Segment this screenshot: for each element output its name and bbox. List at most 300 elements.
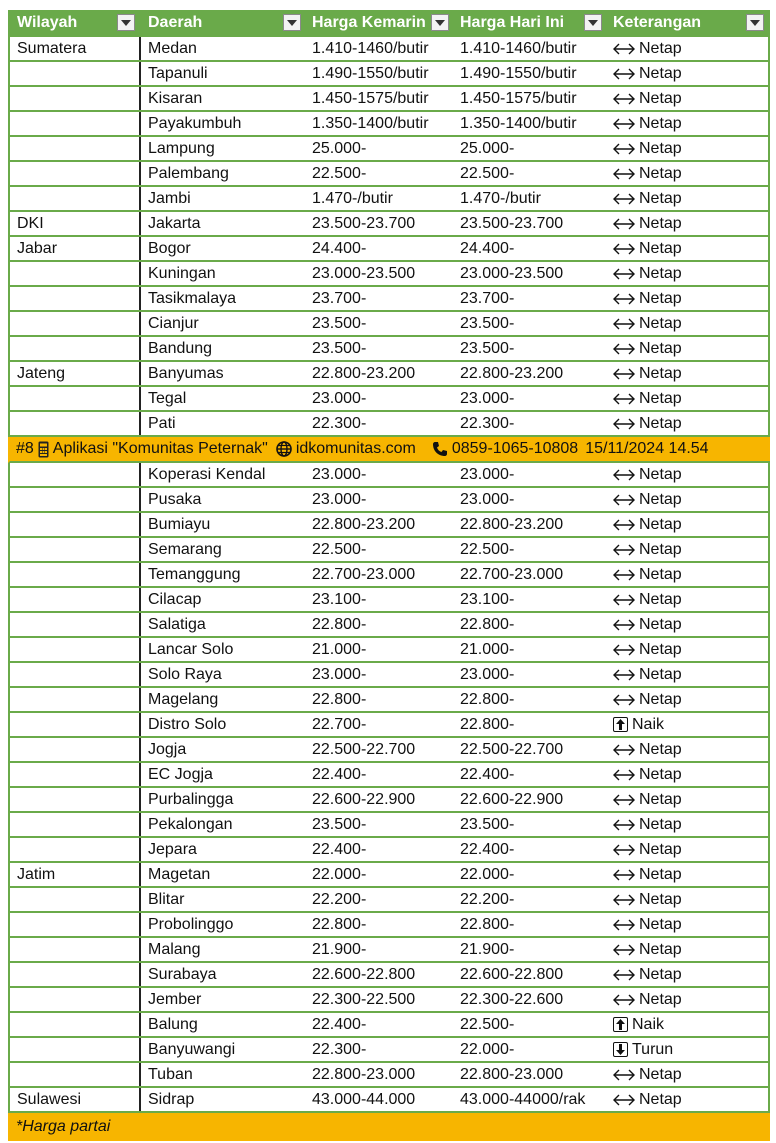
cell-harga-hari-ini[interactable]: 25.000- xyxy=(460,139,515,157)
table-row xyxy=(8,212,770,237)
cell-wilayah[interactable] xyxy=(8,613,139,636)
status-label: Netap xyxy=(639,590,682,608)
cell-harga-hari-ini[interactable]: 22.000- xyxy=(460,1040,515,1058)
cell-keterangan[interactable] xyxy=(606,262,770,285)
left-right-arrow-icon xyxy=(613,669,635,681)
watermark-banner xyxy=(8,437,770,463)
table-row xyxy=(8,613,770,638)
cell-wilayah[interactable] xyxy=(8,287,139,310)
left-right-arrow-icon xyxy=(613,894,635,906)
cell-wilayah[interactable] xyxy=(8,187,139,210)
filter-dropdown-icon[interactable] xyxy=(117,14,135,31)
cell-harga-hari-ini[interactable]: 23.000-23.500 xyxy=(460,264,564,282)
cell-wilayah[interactable]: Sumatera xyxy=(8,37,139,60)
cell-keterangan[interactable] xyxy=(606,137,770,160)
cell-wilayah[interactable] xyxy=(8,988,139,1011)
cell-daerah[interactable]: Cianjur xyxy=(139,312,305,335)
cell-keterangan[interactable] xyxy=(606,613,770,636)
cell-daerah[interactable]: Jepara xyxy=(139,838,305,861)
status-label: Netap xyxy=(639,865,682,883)
cell-keterangan[interactable] xyxy=(606,1063,770,1086)
cell-harga-hari-ini[interactable]: 23.700- xyxy=(460,289,515,307)
table-row xyxy=(8,237,770,262)
cell-keterangan[interactable] xyxy=(606,187,770,210)
cell-wilayah[interactable] xyxy=(8,488,139,511)
cell-harga-hari-ini[interactable]: 22.200- xyxy=(460,890,515,908)
cell-harga-kemarin[interactable]: 22.000- xyxy=(312,865,367,883)
cell-keterangan[interactable] xyxy=(606,463,770,486)
left-right-arrow-icon xyxy=(613,469,635,481)
left-right-arrow-icon xyxy=(613,769,635,781)
cell-daerah[interactable]: Sidrap xyxy=(139,1088,305,1111)
header-wilayah[interactable] xyxy=(8,10,139,35)
cell-keterangan[interactable] xyxy=(606,888,770,911)
cell-wilayah[interactable] xyxy=(8,162,139,185)
cell-keterangan[interactable] xyxy=(606,563,770,586)
table-row xyxy=(8,337,770,362)
cell-daerah[interactable]: Banyuwangi xyxy=(139,1038,305,1061)
header-harga-kemarin-label: Harga Kemarin xyxy=(312,13,426,31)
cell-keterangan[interactable] xyxy=(606,362,770,385)
status-label: Netap xyxy=(639,1090,682,1108)
cell-daerah[interactable]: Tapanuli xyxy=(139,62,305,85)
cell-daerah[interactable]: Pati xyxy=(139,412,305,435)
cell-harga-hari-ini[interactable]: 23.000- xyxy=(460,465,515,483)
status-label: Netap xyxy=(639,540,682,558)
cell-keterangan[interactable] xyxy=(606,938,770,961)
cell-harga-hari-ini[interactable]: 22.600-22.800 xyxy=(460,965,564,983)
cell-keterangan[interactable] xyxy=(606,838,770,861)
status-label: Netap xyxy=(639,389,682,407)
cell-wilayah[interactable] xyxy=(8,813,139,836)
header-harga-hari-ini[interactable] xyxy=(453,10,606,35)
cell-daerah[interactable]: Tuban xyxy=(139,1063,305,1086)
cell-keterangan[interactable] xyxy=(606,538,770,561)
cell-wilayah[interactable]: Sulawesi xyxy=(8,1088,139,1111)
cell-harga-kemarin[interactable]: 22.300- xyxy=(312,1040,367,1058)
cell-keterangan[interactable] xyxy=(606,1038,770,1061)
cell-harga-kemarin[interactable]: 24.400- xyxy=(312,239,367,257)
cell-daerah[interactable]: Magetan xyxy=(139,863,305,886)
cell-harga-hari-ini[interactable]: 23.500- xyxy=(460,314,515,332)
left-right-arrow-icon xyxy=(613,393,635,405)
cell-keterangan[interactable] xyxy=(606,713,770,736)
left-right-arrow-icon xyxy=(613,1069,635,1081)
cell-daerah[interactable]: Tasikmalaya xyxy=(139,287,305,310)
table-row xyxy=(8,713,770,738)
cell-harga-hari-ini[interactable]: 22.300- xyxy=(460,414,515,432)
cell-harga-kemarin[interactable]: 1.410-1460/butir xyxy=(312,39,429,57)
cell-daerah[interactable]: Lampung xyxy=(139,137,305,160)
cell-harga-hari-ini[interactable]: 22.400- xyxy=(460,840,515,858)
cell-daerah[interactable]: Jambi xyxy=(139,187,305,210)
cell-harga-hari-ini[interactable]: 22.500- xyxy=(460,1015,515,1033)
cell-wilayah[interactable] xyxy=(8,563,139,586)
cell-harga-kemarin[interactable]: 22.800-23.200 xyxy=(312,515,416,533)
banner-number: #8 xyxy=(16,440,34,457)
cell-keterangan[interactable] xyxy=(606,638,770,661)
cell-harga-kemarin[interactable]: 22.500- xyxy=(312,540,367,558)
cell-keterangan[interactable] xyxy=(606,112,770,135)
cell-harga-kemarin[interactable]: 23.500- xyxy=(312,314,367,332)
cell-daerah[interactable]: Blitar xyxy=(139,888,305,911)
cell-harga-kemarin[interactable]: 22.400- xyxy=(312,840,367,858)
cell-harga-hari-ini[interactable]: 23.000- xyxy=(460,490,515,508)
status-label: Netap xyxy=(639,640,682,658)
cell-harga-hari-ini[interactable]: 1.490-1550/butir xyxy=(460,64,577,82)
table-row xyxy=(8,688,770,713)
cell-keterangan[interactable] xyxy=(606,763,770,786)
left-right-arrow-icon xyxy=(613,594,635,606)
cell-wilayah[interactable] xyxy=(8,312,139,335)
table-row xyxy=(8,988,770,1013)
filter-dropdown-icon[interactable] xyxy=(431,14,449,31)
cell-wilayah[interactable] xyxy=(8,262,139,285)
cell-daerah[interactable]: Jember xyxy=(139,988,305,1011)
status-label: Netap xyxy=(639,790,682,808)
table-row xyxy=(8,1013,770,1038)
cell-daerah[interactable]: Koperasi Kendal xyxy=(139,463,305,486)
cell-daerah[interactable]: Bandung xyxy=(139,337,305,360)
cell-harga-kemarin[interactable]: 23.000- xyxy=(312,465,367,483)
cell-harga-kemarin[interactable]: 1.450-1575/butir xyxy=(312,89,429,107)
cell-daerah[interactable]: Lancar Solo xyxy=(139,638,305,661)
status-label: Netap xyxy=(639,940,682,958)
cell-daerah[interactable]: Banyumas xyxy=(139,362,305,385)
cell-harga-hari-ini[interactable]: 22.000- xyxy=(460,865,515,883)
status-label: Netap xyxy=(639,740,682,758)
cell-harga-kemarin[interactable]: 22.700- xyxy=(312,715,367,733)
filter-dropdown-icon[interactable] xyxy=(283,14,301,31)
cell-keterangan[interactable] xyxy=(606,738,770,761)
header-keterangan-label: Keterangan xyxy=(613,13,702,31)
down-arrow-box-icon xyxy=(613,1042,628,1057)
table-row xyxy=(8,513,770,538)
cell-keterangan[interactable] xyxy=(606,387,770,410)
left-right-arrow-icon xyxy=(613,293,635,305)
cell-harga-hari-ini[interactable]: 22.800- xyxy=(460,915,515,933)
cell-keterangan[interactable] xyxy=(606,37,770,60)
cell-keterangan[interactable] xyxy=(606,913,770,936)
cell-keterangan[interactable] xyxy=(606,312,770,335)
cell-harga-hari-ini[interactable]: 23.000- xyxy=(460,665,515,683)
cell-harga-kemarin[interactable]: 25.000- xyxy=(312,139,367,157)
cell-keterangan[interactable] xyxy=(606,688,770,711)
cell-harga-hari-ini[interactable]: 23.500- xyxy=(460,815,515,833)
cell-harga-hari-ini[interactable]: 1.450-1575/butir xyxy=(460,89,577,107)
cell-keterangan[interactable] xyxy=(606,663,770,686)
cell-keterangan[interactable] xyxy=(606,287,770,310)
footer-note-text: *Harga partai xyxy=(16,1118,111,1135)
cell-harga-hari-ini[interactable]: 21.900- xyxy=(460,940,515,958)
cell-daerah[interactable]: Jakarta xyxy=(139,212,305,235)
cell-harga-kemarin[interactable]: 22.500- xyxy=(312,164,367,182)
cell-harga-hari-ini[interactable]: 22.400- xyxy=(460,765,515,783)
cell-harga-kemarin[interactable]: 1.490-1550/butir xyxy=(312,64,429,82)
cell-harga-hari-ini[interactable]: 1.350-1400/butir xyxy=(460,114,577,132)
cell-daerah[interactable]: Palembang xyxy=(139,162,305,185)
cell-wilayah[interactable] xyxy=(8,838,139,861)
cell-keterangan[interactable] xyxy=(606,412,770,435)
cell-keterangan[interactable] xyxy=(606,1088,770,1111)
cell-harga-kemarin[interactable]: 22.700-23.000 xyxy=(312,565,416,583)
cell-wilayah[interactable] xyxy=(8,137,139,160)
cell-daerah[interactable]: Payakumbuh xyxy=(139,112,305,135)
cell-harga-hari-ini[interactable]: 22.500-22.700 xyxy=(460,740,564,758)
table-row xyxy=(8,788,770,813)
cell-harga-kemarin[interactable]: 22.300- xyxy=(312,414,367,432)
status-label: Netap xyxy=(639,364,682,382)
cell-harga-kemarin[interactable]: 22.800- xyxy=(312,690,367,708)
cell-wilayah[interactable] xyxy=(8,337,139,360)
cell-daerah[interactable]: Temanggung xyxy=(139,563,305,586)
table-row xyxy=(8,1038,770,1063)
left-right-arrow-icon xyxy=(613,318,635,330)
left-right-arrow-icon xyxy=(613,569,635,581)
cell-daerah[interactable]: Medan xyxy=(139,37,305,60)
cell-wilayah[interactable] xyxy=(8,1063,139,1086)
cell-keterangan[interactable] xyxy=(606,212,770,235)
status-label: Turun xyxy=(632,1040,674,1058)
filter-dropdown-icon[interactable] xyxy=(746,14,764,31)
cell-keterangan[interactable] xyxy=(606,1013,770,1036)
cell-wilayah[interactable] xyxy=(8,538,139,561)
left-right-arrow-icon xyxy=(613,418,635,430)
cell-keterangan[interactable] xyxy=(606,337,770,360)
cell-wilayah[interactable] xyxy=(8,913,139,936)
cell-harga-hari-ini[interactable]: 22.500- xyxy=(460,164,515,182)
header-harga-kemarin[interactable] xyxy=(305,10,453,35)
cell-wilayah[interactable] xyxy=(8,713,139,736)
cell-daerah[interactable]: EC Jogja xyxy=(139,763,305,786)
cell-harga-kemarin[interactable]: 21.900- xyxy=(312,940,367,958)
cell-harga-kemarin[interactable]: 22.200- xyxy=(312,890,367,908)
status-label: Netap xyxy=(639,665,682,683)
cell-harga-hari-ini[interactable]: 43.000-44000/rak xyxy=(460,1090,586,1108)
status-label: Netap xyxy=(639,915,682,933)
cell-wilayah[interactable]: Jateng xyxy=(8,362,139,385)
cell-harga-hari-ini[interactable]: 22.600-22.900 xyxy=(460,790,564,808)
cell-harga-hari-ini[interactable]: 22.800- xyxy=(460,615,515,633)
cell-harga-kemarin[interactable]: 22.800- xyxy=(312,615,367,633)
cell-keterangan[interactable] xyxy=(606,162,770,185)
cell-keterangan[interactable] xyxy=(606,788,770,811)
cell-daerah[interactable]: Kuningan xyxy=(139,262,305,285)
cell-keterangan[interactable] xyxy=(606,963,770,986)
cell-harga-kemarin[interactable]: 22.400- xyxy=(312,765,367,783)
table-body-top xyxy=(8,37,770,437)
cell-daerah[interactable]: Kisaran xyxy=(139,87,305,110)
table-row xyxy=(8,37,770,62)
cell-daerah[interactable]: Semarang xyxy=(139,538,305,561)
cell-wilayah[interactable] xyxy=(8,663,139,686)
cell-daerah[interactable]: Jogja xyxy=(139,738,305,761)
cell-wilayah[interactable]: Jabar xyxy=(8,237,139,260)
cell-wilayah[interactable] xyxy=(8,963,139,986)
cell-harga-hari-ini[interactable]: 1.410-1460/butir xyxy=(460,39,577,57)
header-daerah[interactable] xyxy=(139,10,305,35)
left-right-arrow-icon xyxy=(613,544,635,556)
status-label: Netap xyxy=(639,414,682,432)
cell-harga-kemarin[interactable]: 23.500- xyxy=(312,815,367,833)
cell-harga-hari-ini[interactable]: 22.800- xyxy=(460,715,515,733)
cell-daerah[interactable]: Bumiayu xyxy=(139,513,305,536)
cell-wilayah[interactable] xyxy=(8,1013,139,1036)
table-row xyxy=(8,888,770,913)
cell-wilayah[interactable] xyxy=(8,387,139,410)
cell-daerah[interactable]: Malang xyxy=(139,938,305,961)
cell-keterangan[interactable] xyxy=(606,588,770,611)
cell-keterangan[interactable] xyxy=(606,237,770,260)
left-right-arrow-icon xyxy=(613,619,635,631)
cell-daerah[interactable]: Pusaka xyxy=(139,488,305,511)
status-label: Netap xyxy=(639,690,682,708)
status-label: Netap xyxy=(639,990,682,1008)
cell-harga-kemarin[interactable]: 22.300-22.500 xyxy=(312,990,416,1008)
cell-harga-kemarin[interactable]: 22.800-23.000 xyxy=(312,1065,416,1083)
cell-wilayah[interactable]: DKI xyxy=(8,212,139,235)
banner-website[interactable]: idkomunitas.com xyxy=(295,440,416,457)
status-label: Netap xyxy=(639,615,682,633)
filter-dropdown-icon[interactable] xyxy=(584,14,602,31)
cell-wilayah[interactable] xyxy=(8,738,139,761)
cell-harga-hari-ini[interactable]: 23.000- xyxy=(460,389,515,407)
cell-harga-hari-ini[interactable]: 1.470-/butir xyxy=(460,189,541,207)
telephone-icon xyxy=(432,441,448,457)
table-row xyxy=(8,187,770,212)
table-row xyxy=(8,838,770,863)
status-label: Netap xyxy=(639,214,682,232)
left-right-arrow-icon xyxy=(613,869,635,881)
cell-harga-kemarin[interactable]: 23.500- xyxy=(312,339,367,357)
cell-keterangan[interactable] xyxy=(606,87,770,110)
cell-harga-hari-ini[interactable]: 24.400- xyxy=(460,239,515,257)
cell-wilayah[interactable] xyxy=(8,112,139,135)
left-right-arrow-icon xyxy=(613,168,635,180)
cell-wilayah[interactable] xyxy=(8,87,139,110)
cell-wilayah[interactable] xyxy=(8,463,139,486)
banner-phone[interactable]: 0859-1065-10808 xyxy=(451,440,579,457)
cell-harga-hari-ini[interactable]: 22.800-23.200 xyxy=(460,364,564,382)
cell-harga-kemarin[interactable]: 1.350-1400/butir xyxy=(312,114,429,132)
cell-keterangan[interactable] xyxy=(606,513,770,536)
left-right-arrow-icon xyxy=(613,744,635,756)
cell-keterangan[interactable] xyxy=(606,488,770,511)
cell-daerah[interactable]: Bogor xyxy=(139,237,305,260)
cell-harga-kemarin[interactable]: 22.800- xyxy=(312,915,367,933)
cell-harga-hari-ini[interactable]: 21.000- xyxy=(460,640,515,658)
table-row xyxy=(8,863,770,888)
cell-keterangan[interactable] xyxy=(606,988,770,1011)
cell-daerah[interactable]: Tegal xyxy=(139,387,305,410)
status-label: Netap xyxy=(639,39,682,57)
cell-harga-hari-ini[interactable]: 22.700-23.000 xyxy=(460,565,564,583)
cell-harga-hari-ini[interactable]: 22.300-22.600 xyxy=(460,990,564,1008)
status-label: Netap xyxy=(639,1065,682,1083)
cell-wilayah[interactable] xyxy=(8,763,139,786)
cell-daerah[interactable]: Balung xyxy=(139,1013,305,1036)
status-label: Netap xyxy=(639,189,682,207)
cell-keterangan[interactable] xyxy=(606,62,770,85)
cell-harga-kemarin[interactable]: 43.000-44.000 xyxy=(312,1090,416,1108)
cell-harga-hari-ini[interactable]: 23.100- xyxy=(460,590,515,608)
cell-keterangan[interactable] xyxy=(606,813,770,836)
left-right-arrow-icon xyxy=(613,694,635,706)
cell-harga-kemarin[interactable]: 22.500-22.700 xyxy=(312,740,416,758)
cell-harga-kemarin[interactable]: 23.100- xyxy=(312,590,367,608)
cell-harga-hari-ini[interactable]: 23.500-23.700 xyxy=(460,214,564,232)
cell-daerah[interactable]: Pekalongan xyxy=(139,813,305,836)
cell-harga-kemarin[interactable]: 22.600-22.900 xyxy=(312,790,416,808)
header-keterangan[interactable] xyxy=(606,10,770,35)
cell-daerah[interactable]: Probolinggo xyxy=(139,913,305,936)
cell-harga-kemarin[interactable]: 23.700- xyxy=(312,289,367,307)
cell-harga-kemarin[interactable]: 23.500-23.700 xyxy=(312,214,416,232)
cell-daerah[interactable]: Surabaya xyxy=(139,963,305,986)
table-row xyxy=(8,763,770,788)
cell-wilayah[interactable] xyxy=(8,1038,139,1061)
left-right-arrow-icon xyxy=(613,969,635,981)
cell-wilayah[interactable] xyxy=(8,638,139,661)
cell-daerah[interactable]: Solo Raya xyxy=(139,663,305,686)
cell-keterangan[interactable] xyxy=(606,863,770,886)
up-arrow-box-icon xyxy=(613,1017,628,1032)
cell-harga-kemarin[interactable]: 23.000-23.500 xyxy=(312,264,416,282)
cell-harga-hari-ini[interactable]: 22.800-23.000 xyxy=(460,1065,564,1083)
cell-daerah[interactable]: Distro Solo xyxy=(139,713,305,736)
cell-harga-hari-ini[interactable]: 22.500- xyxy=(460,540,515,558)
price-table xyxy=(8,10,770,1141)
table-row xyxy=(8,813,770,838)
status-label: Netap xyxy=(639,765,682,783)
left-right-arrow-icon xyxy=(613,944,635,956)
cell-harga-hari-ini[interactable]: 23.500- xyxy=(460,339,515,357)
cell-wilayah[interactable] xyxy=(8,412,139,435)
cell-harga-kemarin[interactable]: 21.000- xyxy=(312,640,367,658)
left-right-arrow-icon xyxy=(613,343,635,355)
cell-harga-kemarin[interactable]: 23.000- xyxy=(312,389,367,407)
table-row xyxy=(8,963,770,988)
cell-daerah[interactable]: Purbalingga xyxy=(139,788,305,811)
phone-app-icon xyxy=(38,441,49,458)
cell-wilayah[interactable] xyxy=(8,513,139,536)
cell-wilayah[interactable] xyxy=(8,938,139,961)
cell-wilayah[interactable]: Jatim xyxy=(8,863,139,886)
cell-daerah[interactable]: Magelang xyxy=(139,688,305,711)
cell-wilayah[interactable] xyxy=(8,788,139,811)
table-row xyxy=(8,563,770,588)
cell-harga-kemarin[interactable]: 23.000- xyxy=(312,665,367,683)
cell-wilayah[interactable] xyxy=(8,588,139,611)
cell-harga-kemarin[interactable]: 22.400- xyxy=(312,1015,367,1033)
cell-wilayah[interactable] xyxy=(8,688,139,711)
cell-harga-kemarin[interactable]: 22.800-23.200 xyxy=(312,364,416,382)
cell-harga-hari-ini[interactable]: 22.800-23.200 xyxy=(460,515,564,533)
cell-harga-kemarin[interactable]: 23.000- xyxy=(312,490,367,508)
table-row xyxy=(8,638,770,663)
cell-harga-kemarin[interactable]: 22.600-22.800 xyxy=(312,965,416,983)
cell-harga-hari-ini[interactable]: 22.800- xyxy=(460,690,515,708)
left-right-arrow-icon xyxy=(613,118,635,130)
cell-daerah[interactable]: Salatiga xyxy=(139,613,305,636)
status-label: Netap xyxy=(639,64,682,82)
cell-harga-kemarin[interactable]: 1.470-/butir xyxy=(312,189,393,207)
cell-wilayah[interactable] xyxy=(8,62,139,85)
cell-daerah[interactable]: Cilacap xyxy=(139,588,305,611)
status-label: Netap xyxy=(639,239,682,257)
cell-wilayah[interactable] xyxy=(8,888,139,911)
up-arrow-box-icon xyxy=(613,717,628,732)
